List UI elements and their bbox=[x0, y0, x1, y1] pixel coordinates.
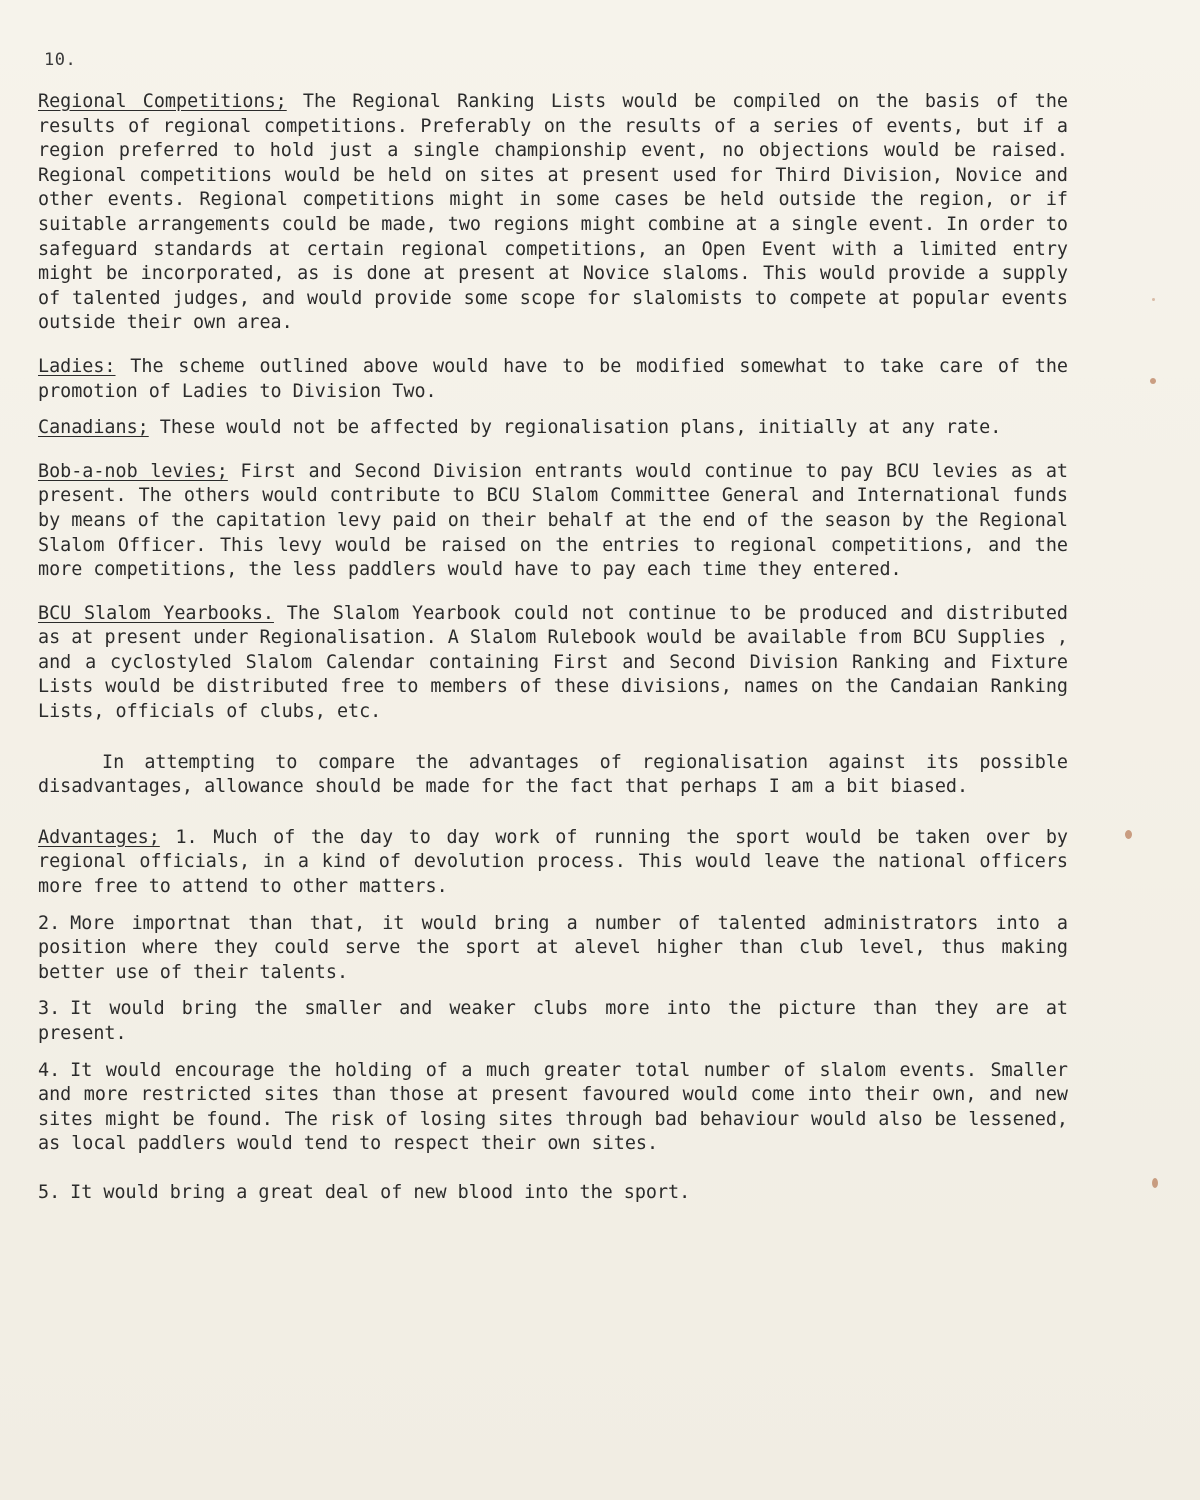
advantage-item-2 bbox=[38, 912, 1068, 986]
item-number: 4. bbox=[38, 1059, 61, 1081]
item-number: 5. bbox=[38, 1181, 61, 1203]
heading-yearbooks: BCU Slalom Yearbooks. bbox=[38, 602, 274, 624]
advantage-item-4 bbox=[38, 1059, 1068, 1157]
paragraph-text: In attempting to compare the advantages of regionalisation against its possible disadvantages, allowance should be made for the fact that perhaps I am a bit biased. bbox=[38, 751, 1068, 798]
paper-stain bbox=[1152, 1178, 1158, 1188]
paragraph-yearbooks bbox=[38, 602, 1068, 725]
paper-stain bbox=[1150, 378, 1156, 384]
item-text: It would bring a great deal of new blood into the sport. bbox=[70, 1181, 691, 1203]
paragraph-advantages bbox=[38, 826, 1068, 900]
paragraph-regional-competitions bbox=[38, 90, 1068, 336]
item-text: More importnat than that, it would bring a number of talented administrators into a position where they could serve the sport at alevel higher than club level, thus making better use of their talents. bbox=[38, 912, 1068, 983]
paragraph-text: These would not be affected by regionalisation plans, initially at any rate. bbox=[148, 417, 1002, 439]
advantage-item-5 bbox=[38, 1181, 1068, 1206]
paragraph-comparison bbox=[38, 751, 1068, 800]
paragraph-text: The Slalom Yearbook could not continue to be produced and distributed as at present under Regionalisation. A Slalom Rulebook would be available from BCU Supplies , and a cyclostyled Slalom Calendar containing First and Second Division Ranking and Fixture Lists would be distributed free to members of these divisions, names on the Candaian Ranking Lists, officials of clubs, etc. bbox=[38, 602, 1069, 723]
paragraph-levies bbox=[38, 460, 1068, 583]
paper-stain bbox=[1152, 298, 1155, 301]
item-number: 3. bbox=[38, 998, 61, 1020]
paragraph-text: The scheme outlined above would have to be modified somewhat to take care of the promotion of Ladies to Division Two. bbox=[38, 355, 1068, 402]
paragraph-text: 1. Much of the day to day work of running the sport would be taken over by regional officials, in a kind of devolution process. This would leave the national officers more free to attend to other matters. bbox=[38, 826, 1068, 898]
heading-canadians: Canadians; bbox=[38, 417, 149, 439]
item-text: It would encourage the holding of a much greater total number of slalom events. Smaller and more restricted sites than those at present favoured would come into their own, and new sites might be found. The risk of losing sites through bad behaviour would also be lessened, as local paddlers would tend to respect their own sites. bbox=[38, 1059, 1068, 1155]
item-text: It would bring the smaller and weaker clubs more into the picture than they are at present. bbox=[38, 998, 1068, 1044]
document-body bbox=[38, 90, 1068, 1225]
paragraph-text: First and Second Division entrants would continue to pay BCU levies as at present. The others would contribute to BCU Slalom Committee General and International funds by means of the capitation levy paid on their behalf at the end of the season by the Regional Slalom Officer. This levy would be raised on the entries to regional competitions, and the more competitions, the less paddlers would have to pay each time they entered. bbox=[38, 460, 1068, 581]
advantage-item-3 bbox=[38, 997, 1068, 1046]
paragraph-text: The Regional Ranking Lists would be compiled on the basis of the results of regional competitions. Preferably on the results of a series of events, but if a region preferred to hold just a single championship event, no objections would be raised. Regional competitions would be held on sites at present used for Third Division, Novice and other events. Regional competitions might in some cases be held outside the region, or if suitable arrangements could be made, two regions might combine at a single event. In order to safeguard standards at certain regional competitions, an Open Event with a limited entry might be incorporated, as is done at present at Novice slaloms. This would provide a supply of talented judges, and would provide some scope for slalomists to compete at popular events outside their own area. bbox=[38, 91, 1068, 334]
paragraph-canadians bbox=[38, 416, 1068, 441]
paper-stain bbox=[1125, 830, 1132, 839]
paragraph-ladies bbox=[38, 355, 1068, 404]
heading-advantages: Advantages; bbox=[38, 826, 160, 848]
heading-levies: Bob-a-nob levies; bbox=[38, 460, 228, 482]
page-number: 10. bbox=[44, 50, 77, 70]
heading-regional-competitions: Regional Competitions; bbox=[38, 91, 287, 112]
item-number: 2. bbox=[38, 912, 61, 934]
heading-ladies: Ladies: bbox=[38, 355, 116, 377]
